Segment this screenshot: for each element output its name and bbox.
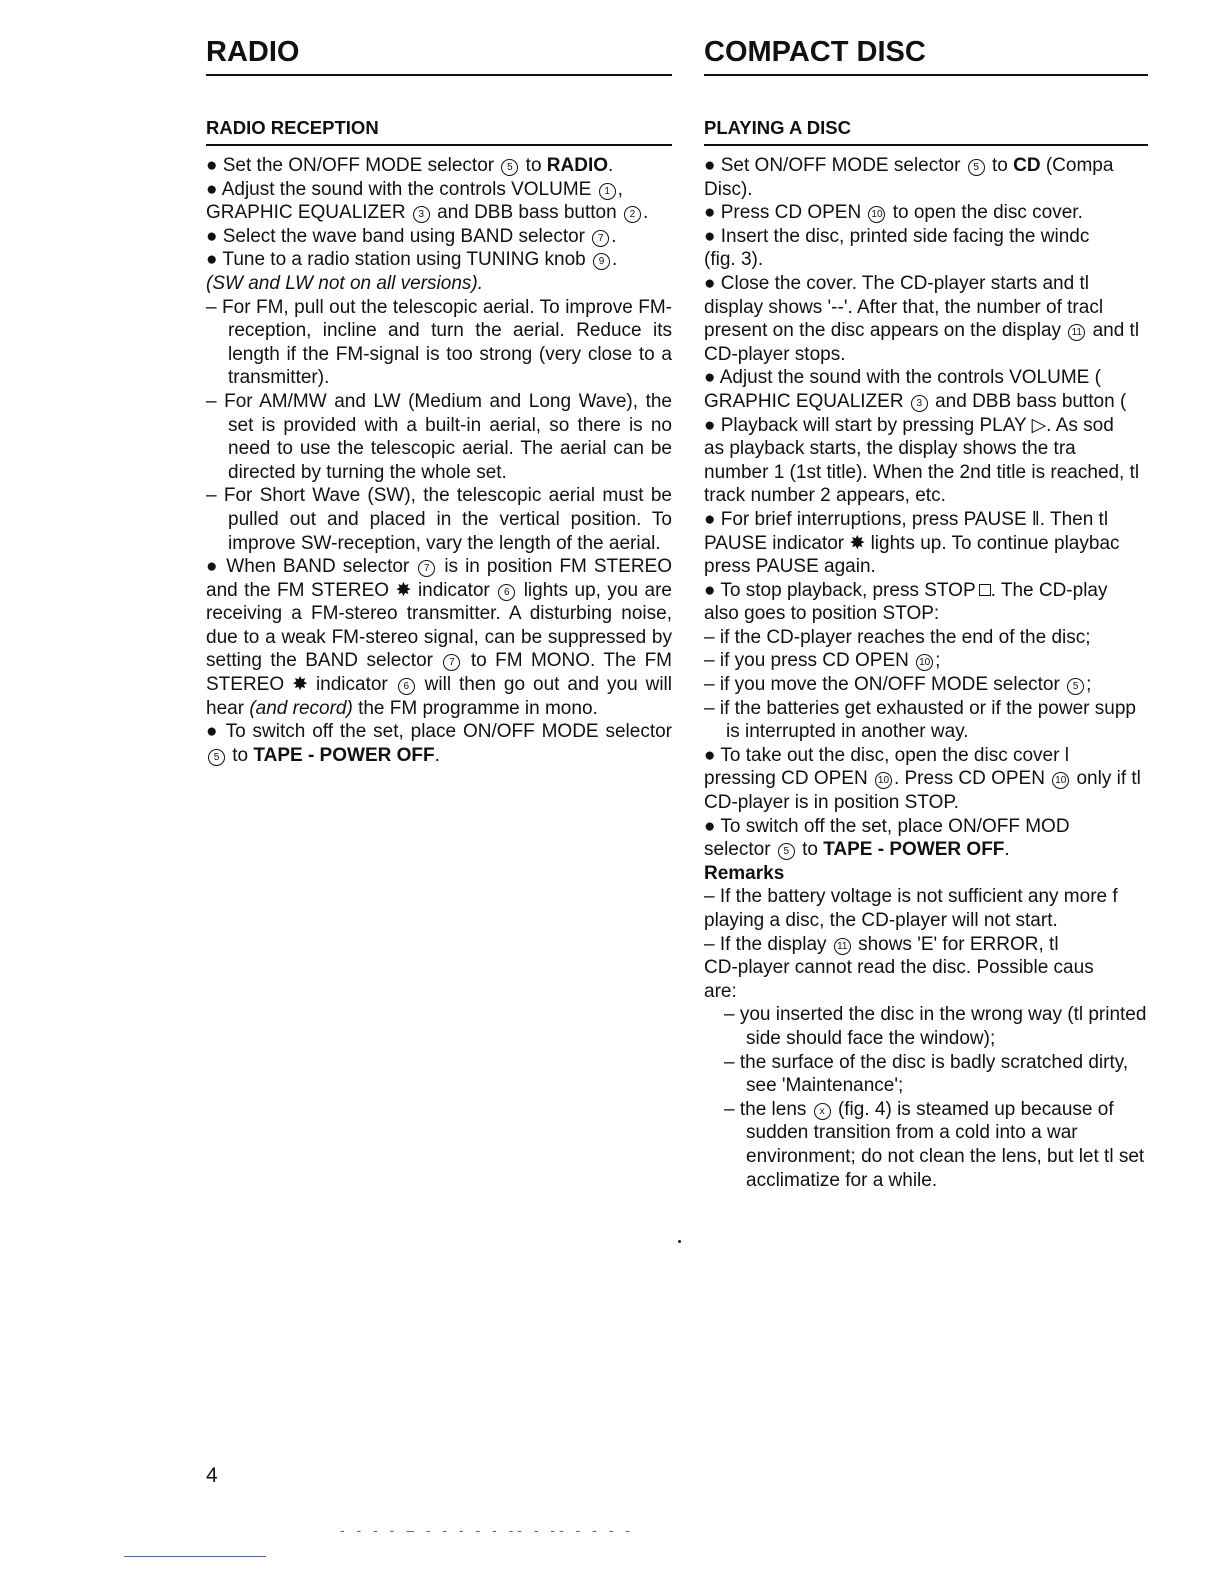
- radio-step-tuning: ● Tune to a radio station using TUNING knob 9 .: [206, 249, 618, 271]
- cd-step-play-4: track number 2 appears, etc.: [704, 485, 946, 507]
- radio-step-mode: ● Set the ON/OFF MODE selector 5 to RADIO.: [206, 155, 614, 176]
- cd-body: [704, 154, 1148, 1192]
- callout-7-icon: 7: [592, 230, 609, 247]
- radio-body: [206, 154, 672, 767]
- callout-10-icon: 10: [875, 772, 892, 789]
- radio-fm-note: – For FM, pull out the telescopic aerial. To improve FM-reception, incline and turn the aerial. Reduce its length if the FM-signal is too strong (very close to a transmitter).: [206, 296, 672, 389]
- cd-step-close-3: present on the disc appears on the display 11 and tl: [704, 320, 1140, 342]
- callout-7-icon: 7: [418, 560, 435, 577]
- stop-icon: [979, 584, 991, 596]
- radio-step-equalizer: GRAPHIC EQUALIZER 3 and DBB bass button 2 .: [206, 202, 649, 224]
- cd-step-pause-2: PAUSE indicator ✸ lights up. To continue playbac: [704, 532, 1120, 554]
- callout-10-icon: 10: [1052, 772, 1069, 789]
- cd-column: [704, 30, 1148, 1192]
- scan-noise: - - - - – - - - - - -- - -- - - - -: [340, 1522, 634, 1538]
- callout-10-icon: 10: [916, 654, 933, 671]
- cd-step-sound-2: GRAPHIC EQUALIZER 3 and DBB bass button (: [704, 390, 1127, 412]
- callout-10-icon: 10: [868, 206, 885, 223]
- callout-5-icon: 5: [501, 159, 518, 176]
- cd-step-close: ● Close the cover. The CD-player starts and tl: [704, 272, 1089, 294]
- cause-lens: – the lens x (fig. 4) is steamed up because of sudden transition from a cold into a war environment; do not clean the lens, but let tl set acclimatize for a while.: [724, 1098, 1145, 1191]
- cd-step-mode: ● Set ON/OFF MODE selector 5 to CD (Compa: [704, 155, 1114, 176]
- radio-step-band: ● Select the wave band using BAND selector 7 .: [206, 225, 617, 247]
- cd-title: COMPACT DISC: [704, 30, 1148, 76]
- cd-step-close-2: display shows '--'. After that, the number of tracl: [704, 296, 1104, 318]
- radio-column: [206, 30, 672, 767]
- cd-stop-reason-open: – if you press CD OPEN 10 ;: [704, 650, 941, 672]
- callout-5-icon: 5: [968, 159, 985, 176]
- radio-stereo-paragraph: ● When BAND selector 7 is in position FM STEREO and the FM STEREO ✸ indicator 6 lights up, you are receiving a FM-stereo transmitter. A disturbing noise, due to a weak FM-stereo signal, can be suppressed by setting the BAND selector 7 to FM MONO. The FM STEREO ✸ indicator 6 will then go out and you will hear (and record) the FM programme in mono.: [206, 556, 673, 719]
- callout-2-icon: 2: [624, 206, 641, 223]
- cd-step-stop-2: also goes to position STOP:: [704, 603, 940, 625]
- cd-step-mode-cont: Disc).: [704, 178, 753, 200]
- remark-battery-2: playing a disc, the CD-player will not start.: [704, 910, 1058, 931]
- callout-5-icon: 5: [778, 843, 795, 860]
- remark-error-2: CD-player cannot read the disc. Possible caus: [704, 957, 1094, 979]
- callout-5-icon: 5: [1067, 678, 1084, 695]
- cd-step-play: ● Playback will start by pressing PLAY ▷. As sod: [704, 414, 1114, 436]
- callout-3-icon: 3: [413, 206, 430, 223]
- bottom-rule: [124, 1556, 266, 1557]
- remarks-title: Remarks: [704, 862, 785, 884]
- cd-step-insert: ● Insert the disc, printed side facing the windc: [704, 225, 1090, 247]
- cd-step-pause-3: press PAUSE again.: [704, 556, 876, 578]
- cd-step-play-3: number 1 (1st title). When the 2nd title is reached, tl: [704, 461, 1140, 483]
- callout-6-icon: 6: [398, 678, 415, 695]
- callout-11-icon: 11: [834, 938, 851, 955]
- playing-disc-subtitle: PLAYING A DISC: [704, 114, 1148, 146]
- page-number: 4: [206, 1464, 218, 1487]
- cd-step-close-4: CD-player stops.: [704, 343, 846, 365]
- radio-reception-subtitle: RADIO RECEPTION: [206, 114, 672, 146]
- cd-step-play-2: as playback starts, the display shows the tra: [704, 438, 1076, 460]
- callout-x-icon: x: [814, 1103, 831, 1120]
- callout-6-icon: 6: [498, 584, 515, 601]
- cd-step-pause: ● For brief interruptions, press PAUSE ‖. Then tl: [704, 508, 1109, 530]
- callout-1-icon: 1: [599, 183, 616, 200]
- callout-11-icon: 11: [1068, 324, 1085, 341]
- radio-title: RADIO: [206, 30, 672, 76]
- callout-9-icon: 9: [593, 253, 610, 270]
- radio-switch-off: ● To switch off the set, place ON/OFF MODE selector 5 to TAPE - POWER OFF.: [206, 721, 672, 766]
- callout-7-icon: 7: [443, 654, 460, 671]
- radio-am-note: – For AM/MW and LW (Medium and Long Wave), the set is provided with a built-in aerial, so there is no need to use the telescopic aerial. The aerial can be directed by turning the whole set.: [206, 390, 672, 483]
- cd-stop-reason-end: – if the CD-player reaches the end of the disc;: [704, 626, 1091, 648]
- radio-step-volume: ● Adjust the sound with the controls VOLUME 1 ,: [206, 178, 623, 200]
- cd-step-insert-cont: (fig. 3).: [704, 249, 764, 271]
- cd-step-off: ● To switch off the set, place ON/OFF MOD: [704, 815, 1070, 837]
- cd-step-sound: ● Adjust the sound with the controls VOLUME (: [704, 367, 1101, 389]
- remark-battery: – If the battery voltage is not sufficient any more f: [704, 886, 1118, 908]
- cause-wrong-way: – you inserted the disc in the wrong way (tl printed side should face the window);: [724, 1004, 1147, 1049]
- cd-stop-reason-mode: – if you move the ON/OFF MODE selector 5 ;: [704, 674, 1092, 696]
- cd-step-takeout-2: pressing CD OPEN 10 . Press CD OPEN 10 only if tl: [704, 768, 1141, 790]
- radio-version-note: (SW and LW not on all versions).: [206, 272, 484, 294]
- cause-scratched: – the surface of the disc is badly scratched dirty, see 'Maintenance';: [724, 1051, 1129, 1097]
- cd-stop-reason-power: – if the batteries get exhausted or if the power supp is interrupted in another way.: [704, 697, 1136, 743]
- remark-error-3: are:: [704, 980, 737, 1002]
- cd-step-takeout: ● To take out the disc, open the disc cover l: [704, 744, 1069, 766]
- callout-5-icon: 5: [208, 749, 225, 766]
- cd-step-off-2: selector 5 to TAPE - POWER OFF.: [704, 839, 1010, 861]
- cd-step-open: ● Press CD OPEN 10 to open the disc cover.: [704, 202, 1083, 224]
- remark-error: – If the display 11 shows 'E' for ERROR, tl: [704, 933, 1059, 955]
- radio-sw-note: – For Short Wave (SW), the telescopic aerial must be pulled out and placed in the vertical position. To improve SW-reception, vary the length of the aerial.: [206, 485, 672, 554]
- scan-speck: [678, 1240, 681, 1243]
- callout-3-icon: 3: [911, 395, 928, 412]
- cd-step-takeout-3: CD-player is in position STOP.: [704, 792, 959, 814]
- cd-step-stop: ● To stop playback, press STOP . The CD-play: [704, 579, 1108, 601]
